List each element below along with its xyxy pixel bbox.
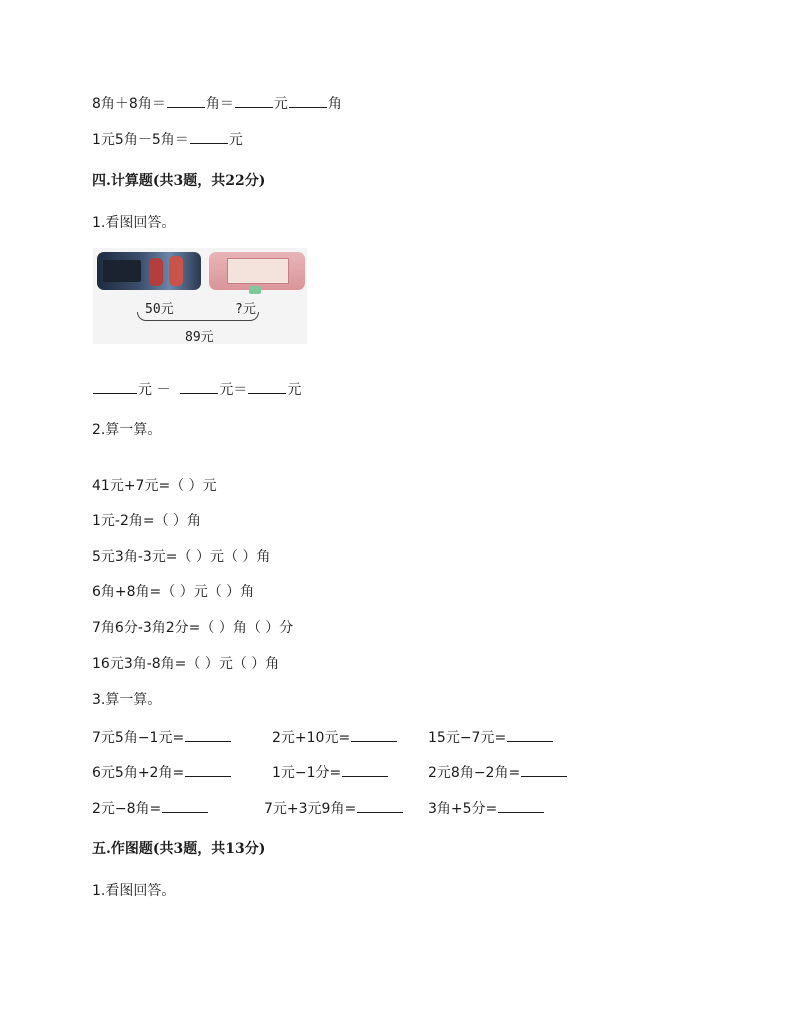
answer-blank[interactable] [521,762,567,777]
answer-blank[interactable] [235,93,273,108]
pencil-case-right-image [209,252,305,290]
answer-blank[interactable] [167,93,205,108]
q3-prompt: 3.算一算。 [92,692,162,708]
answer-blank[interactable] [185,762,231,777]
q3-item: 1元−1分= [272,762,389,783]
q2-item-2: 1元-2角=（ ）角 [92,513,202,529]
expr-text: 元 [228,132,243,148]
answer-blank[interactable] [185,727,231,742]
expr-text: 角＝ [205,96,234,112]
q3-item: 6元5角+2角= [92,762,232,783]
q1-prompt: 1.看图回答。 [92,215,176,231]
expr-text: 元 [287,382,302,398]
section-4-title: 四.计算题(共3题，共22分) [92,173,266,189]
q3-item: 15元−7元= [428,727,554,748]
total-price-label: 89元 [185,330,214,345]
q3-item: 7元5角−1元= [92,727,232,748]
answer-blank[interactable] [351,727,397,742]
answer-blank[interactable] [162,798,208,813]
pencil-case-figure [93,248,307,344]
q2-item-3: 5元3角-3元=（ ）元（ ）角 [92,549,271,565]
expr-text: 元 － [138,382,171,398]
answer-blank[interactable] [342,762,388,777]
s5-q1-prompt: 1.看图回答。 [92,883,176,899]
q2-item-6: 16元3角-8角=（ ）元（ ）角 [92,656,280,672]
left-price-label: 50元 [145,302,174,317]
q3-item: 3角+5分= [428,798,545,819]
expr-text: 8角＋8角＝ [92,96,166,112]
q2-prompt: 2.算一算。 [92,422,162,438]
total-brace [137,312,259,321]
answer-blank[interactable] [357,798,403,813]
q3-item: 2元−8角= [92,798,209,819]
answer-blank[interactable] [190,129,228,144]
fill-line-2 [92,129,243,150]
fill-line-1 [92,93,342,114]
pencil-case-left-image [97,252,201,290]
answer-blank[interactable] [180,379,218,394]
q2-item-1: 41元+7元=（ ）元 [92,478,217,494]
section-5-title: 五.作图题(共3题，共13分) [92,841,266,857]
q2-item-4: 6角+8角=（ ）元（ ）角 [92,584,255,600]
expr-text: 1元5角－5角＝ [92,132,189,148]
answer-blank[interactable] [507,727,553,742]
q2-item-5: 7角6分-3角2分=（ ）角（ ）分 [92,620,294,636]
expr-text: 元＝ [219,382,248,398]
answer-blank[interactable] [289,93,327,108]
q3-item: 7元+3元9角= [264,798,404,819]
expr-text: 元 [273,96,288,112]
answer-blank[interactable] [93,379,137,394]
right-price-label: ?元 [235,302,256,317]
q3-item: 2元8角−2角= [428,762,568,783]
answer-blank[interactable] [248,379,286,394]
q1-answer-line [92,379,301,400]
answer-blank[interactable] [498,798,544,813]
q3-item: 2元+10元= [272,727,398,748]
expr-text: 角 [327,96,342,112]
